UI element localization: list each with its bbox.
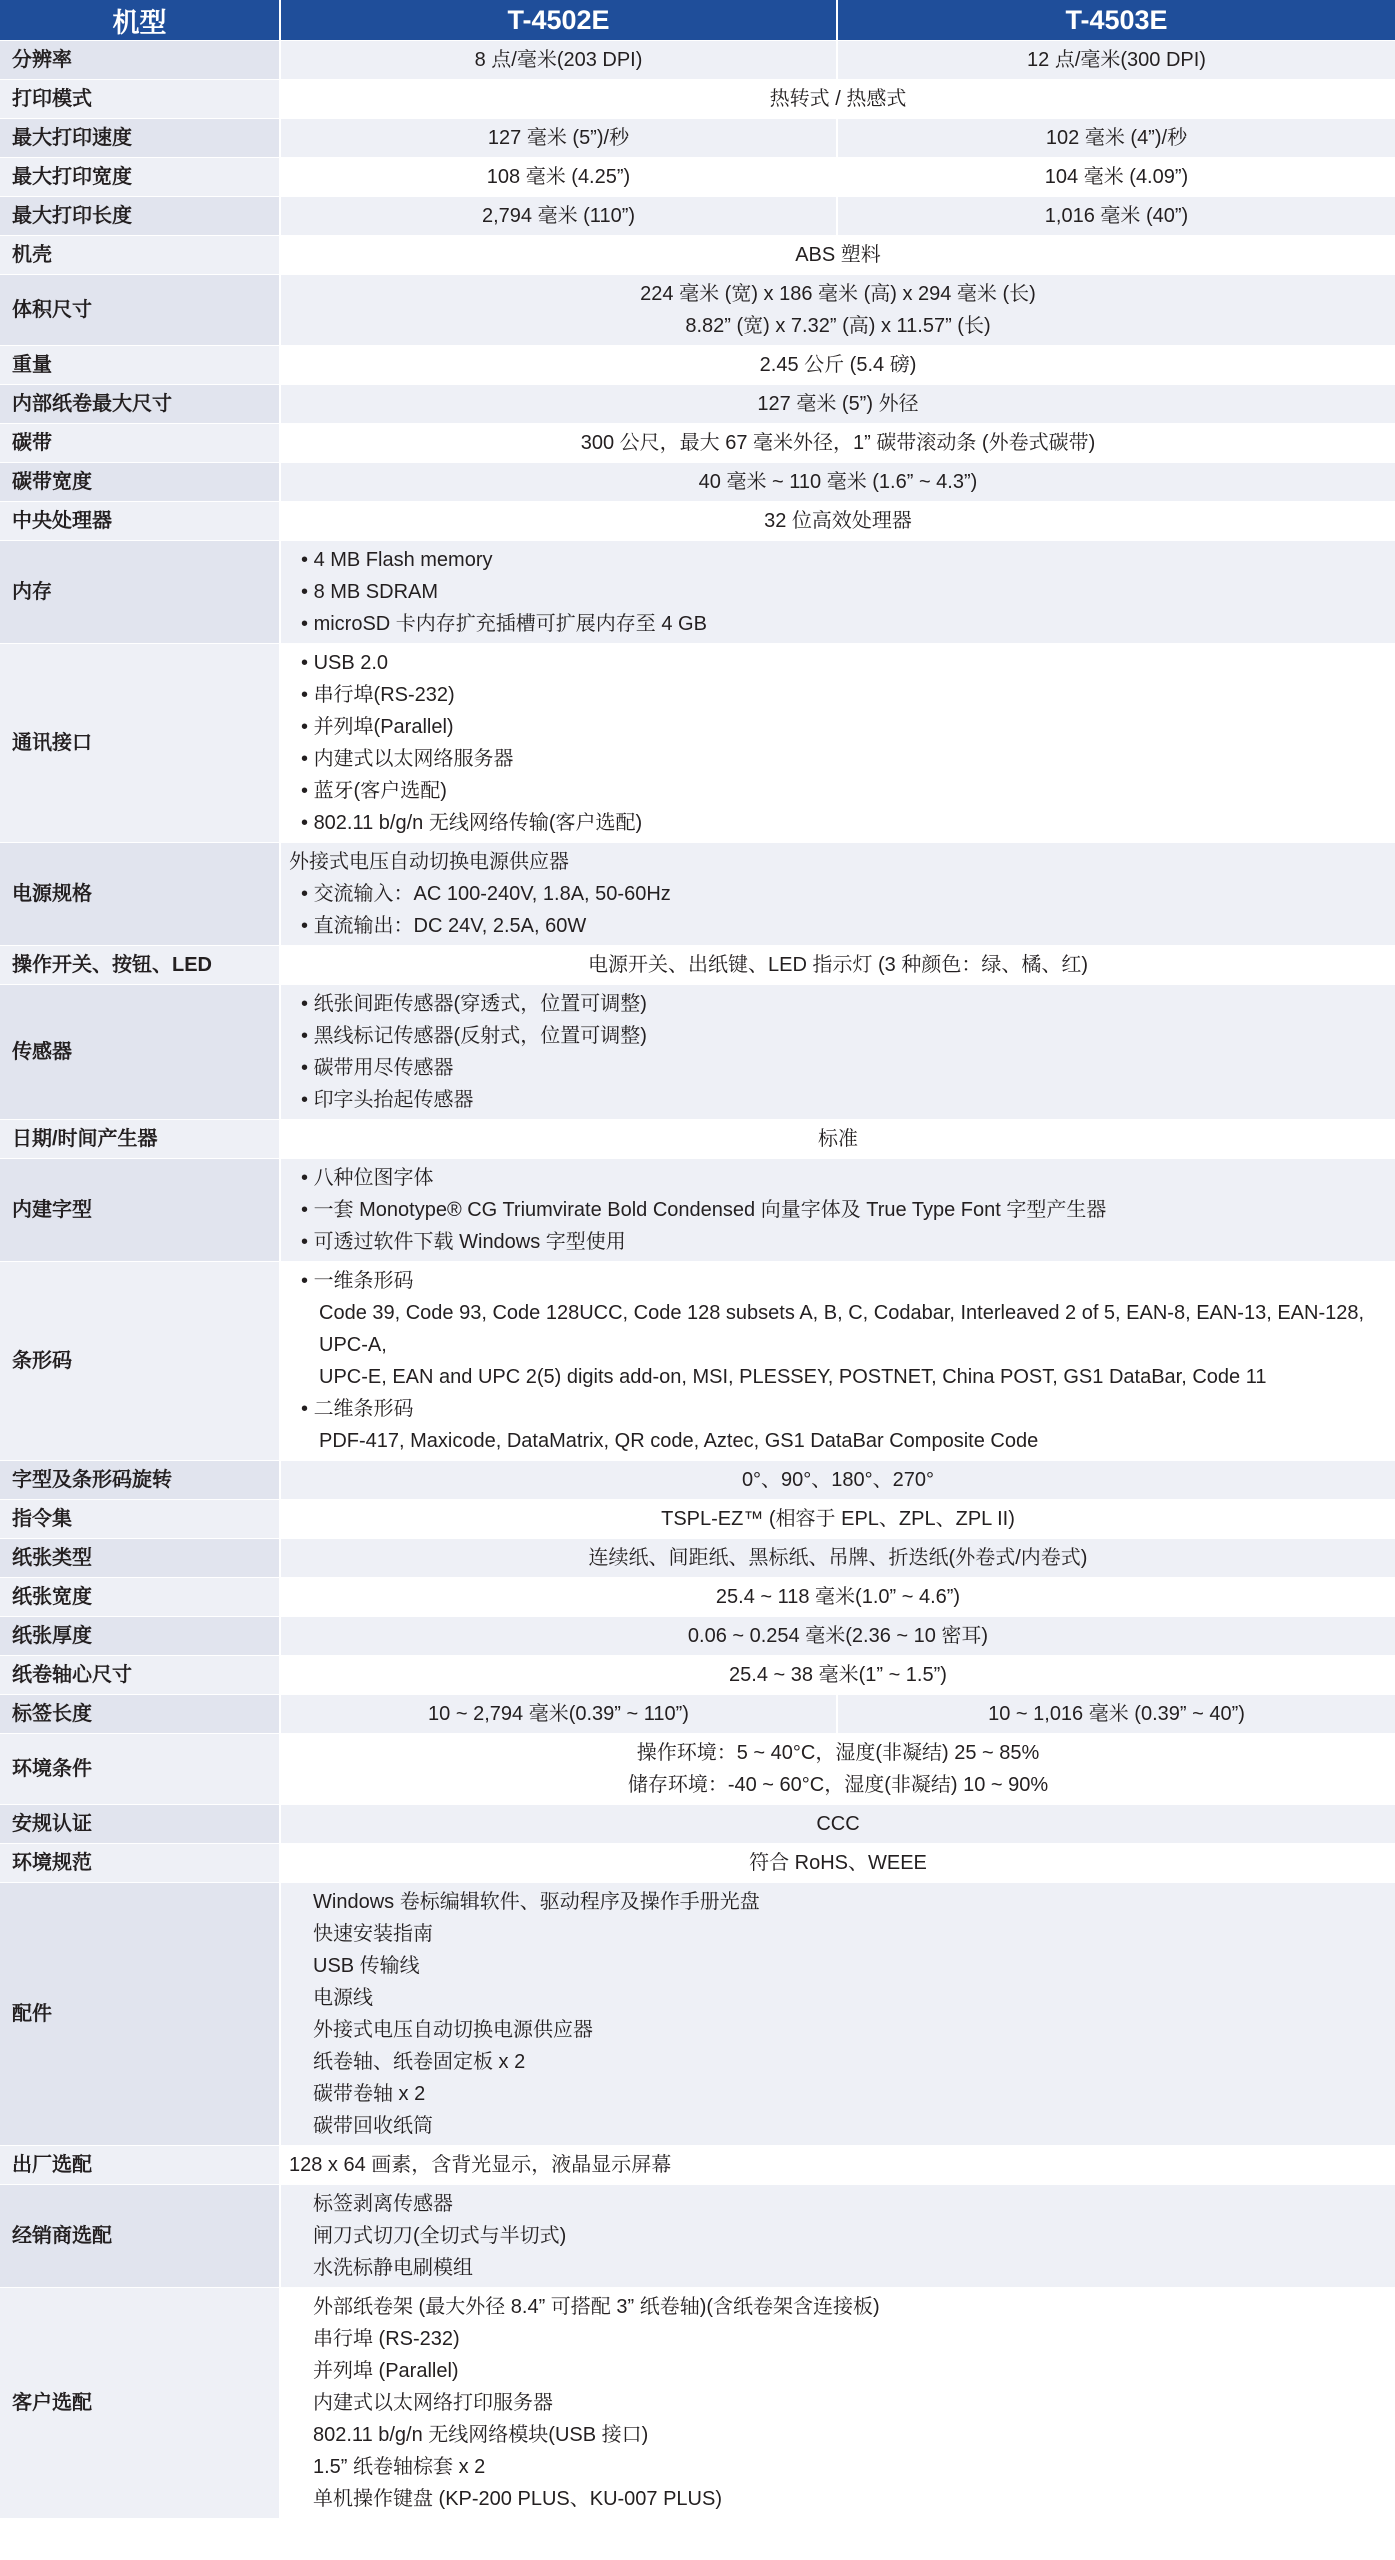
value-model-a: 10 ~ 2,794 毫米(0.39” ~ 110”) xyxy=(280,1695,837,1734)
spec-row-user-option xyxy=(0,2288,1395,2519)
header-label-col: 机型 xyxy=(0,0,280,41)
spec-row-media-type xyxy=(0,1539,1395,1578)
bullet-item: • 可透过软件下载 Windows 字型使用 xyxy=(301,1226,1387,1258)
bullet-item: • 蓝牙(客户选配) xyxy=(301,775,1387,807)
value-cell xyxy=(280,1159,1395,1262)
value-cell xyxy=(280,1883,1395,2146)
plain-item: 串行埠 (RS-232) xyxy=(313,2328,460,2350)
spec-row-controls xyxy=(0,946,1395,985)
spec-row-label-length xyxy=(0,1695,1395,1734)
plain-item: 水洗标静电刷模组 xyxy=(313,2257,473,2279)
barcode-2d-line: PDF-417, Maxicode, DataMatrix, QR code, Aztec, GS1 DataBar Composite Code xyxy=(319,1430,1039,1452)
value-line: 224 毫米 (宽) x 186 毫米 (高) x 294 毫米 (长) xyxy=(640,283,1036,305)
value-line: 操作环境：5 ~ 40°C，湿度(非凝结) 25 ~ 85% xyxy=(636,1742,1040,1764)
spec-row-dealer-option xyxy=(0,2185,1395,2288)
value-cell: 符合 RoHS、WEEE xyxy=(280,1844,1395,1883)
bullet-item: • 一套 Monotype® CG Triumvirate Bold Condensed 向量字体及 True Type Font 字型产生器 xyxy=(301,1194,1387,1226)
header-model-b: T-4503E xyxy=(837,0,1395,41)
bullet-item: • 直流输出：DC 24V, 2.5A, 60W xyxy=(301,910,1387,942)
value-model-b: 12 点/毫米(300 DPI) xyxy=(837,41,1395,80)
row-label: 纸张宽度 xyxy=(0,1578,280,1617)
bullet-item: • 4 MB Flash memory xyxy=(301,544,1387,576)
spec-row-resolution xyxy=(0,41,1395,80)
barcode-2d xyxy=(301,1393,1387,1457)
row-label: 重量 xyxy=(0,346,280,385)
bullet-item: • USB 2.0 xyxy=(301,647,1387,679)
value-cell: 2.45 公斤 (5.4 磅) xyxy=(280,346,1395,385)
bullet-item: • 内建式以太网络服务器 xyxy=(301,743,1387,775)
plain-item: 外部纸卷架 (最大外径 8.4” 可搭配 3” 纸卷轴)(含纸卷架含连接板) xyxy=(313,2296,880,2318)
row-label: 纸张类型 xyxy=(0,1539,280,1578)
spec-row-core-diameter xyxy=(0,1656,1395,1695)
plain-item: 碳带回收纸筒 xyxy=(313,2115,433,2137)
value-model-a: 127 毫米 (5”)/秒 xyxy=(280,119,837,158)
row-label: 配件 xyxy=(0,1883,280,2146)
value-cell xyxy=(280,644,1395,843)
row-label: 机壳 xyxy=(0,236,280,275)
bullet-item: • microSD 卡内存扩充插槽可扩展内存至 4 GB xyxy=(301,608,1387,640)
spec-row-cpu xyxy=(0,502,1395,541)
value-cell xyxy=(280,985,1395,1120)
barcode-1d-line: Code 39, Code 93, Code 128UCC, Code 128 subsets A, B, C, Codabar, Interleaved 2 of 5, EAN-8, EAN-13, EAN-128, UPC-A, xyxy=(319,1302,1365,1356)
value-cell: 标准 xyxy=(280,1120,1395,1159)
value-cell: CCC xyxy=(280,1805,1395,1844)
bullet-item: • 八种位图字体 xyxy=(301,1162,1387,1194)
plain-item: 快速安装指南 xyxy=(313,1923,433,1945)
value-model-b: 102 毫米 (4”)/秒 xyxy=(837,119,1395,158)
bullet-item: • 802.11 b/g/n 无线网络传输(客户选配) xyxy=(301,807,1387,839)
value-line: 8.82” (宽) x 7.32” (高) x 11.57” (长) xyxy=(685,315,991,337)
spec-row-environmental xyxy=(0,1844,1395,1883)
value-cell: 热转式 / 热感式 xyxy=(280,80,1395,119)
plain-item: 单机操作键盘 (KP-200 PLUS、KU-007 PLUS) xyxy=(313,2488,723,2510)
spec-row-rotation xyxy=(0,1461,1395,1500)
value-cell xyxy=(280,275,1395,346)
bullet-item: • 印字头抬起传感器 xyxy=(301,1084,1387,1116)
value-cell: 127 毫米 (5”) 外径 xyxy=(280,385,1395,424)
spec-row-ribbon-width xyxy=(0,463,1395,502)
bullet-list xyxy=(289,1162,1387,1258)
plain-item: Windows 卷标编辑软件、驱动程序及操作手册光盘 xyxy=(313,1891,760,1913)
value-line: 储存环境：-40 ~ 60°C，湿度(非凝结) 10 ~ 90% xyxy=(627,1774,1049,1796)
bullet-item: • 纸张间距传感器(穿透式，位置可调整) xyxy=(301,988,1387,1020)
row-label: 体积尺寸 xyxy=(0,275,280,346)
value-cell xyxy=(280,2185,1395,2288)
spec-row-print-mode xyxy=(0,80,1395,119)
table-header xyxy=(0,0,1395,41)
value-cell xyxy=(280,541,1395,644)
row-label: 环境条件 xyxy=(0,1734,280,1805)
barcode-1d-title: 一维条形码 xyxy=(313,1270,414,1292)
spec-row-accessories xyxy=(0,1883,1395,2146)
spec-row-ribbon xyxy=(0,424,1395,463)
value-model-a: 2,794 毫米 (110”) xyxy=(280,197,837,236)
row-label: 打印模式 xyxy=(0,80,280,119)
value-cell xyxy=(280,2288,1395,2519)
row-label: 传感器 xyxy=(0,985,280,1120)
spec-row-factory-option xyxy=(0,2146,1395,2185)
barcode-1d-line: UPC-E, EAN and UPC 2(5) digits add-on, MSI, PLESSEY, POSTNET, China POST, GS1 DataBar, Code 11 xyxy=(319,1366,1267,1388)
spec-row-barcodes xyxy=(0,1262,1395,1461)
plain-item: 802.11 b/g/n 无线网络模块(USB 接口) xyxy=(313,2424,649,2446)
row-label: 最大打印长度 xyxy=(0,197,280,236)
spec-row-memory xyxy=(0,541,1395,644)
row-label: 最大打印速度 xyxy=(0,119,280,158)
spec-row-interface xyxy=(0,644,1395,843)
row-label: 纸卷轴心尺寸 xyxy=(0,1656,280,1695)
spec-row-rtc xyxy=(0,1120,1395,1159)
spec-row-fonts xyxy=(0,1159,1395,1262)
row-label: 指令集 xyxy=(0,1500,280,1539)
row-label: 标签长度 xyxy=(0,1695,280,1734)
value-intro: 外接式电压自动切换电源供应器 xyxy=(289,851,569,873)
plain-item: 纸卷轴、纸卷固定板 x 2 xyxy=(313,2051,526,2073)
spec-row-weight xyxy=(0,346,1395,385)
spec-row-media-thickness xyxy=(0,1617,1395,1656)
value-cell: ABS 塑料 xyxy=(280,236,1395,275)
row-label: 环境规范 xyxy=(0,1844,280,1883)
value-cell xyxy=(280,843,1395,946)
bullet-list xyxy=(289,544,1387,640)
spec-row-safety xyxy=(0,1805,1395,1844)
value-cell xyxy=(280,1262,1395,1461)
value-model-b: 10 ~ 1,016 毫米 (0.39” ~ 40”) xyxy=(837,1695,1395,1734)
value-cell: 连续纸、间距纸、黑标纸、吊牌、折迭纸(外卷式/内卷式) xyxy=(280,1539,1395,1578)
value-cell: 300 公尺，最大 67 毫米外径，1” 碳带滚动条 (外卷式碳带) xyxy=(280,424,1395,463)
bullet-list xyxy=(289,878,1387,942)
row-label: 电源规格 xyxy=(0,843,280,946)
spec-row-sensors xyxy=(0,985,1395,1120)
value-model-b: 104 毫米 (4.09”) xyxy=(837,158,1395,197)
barcode-list xyxy=(289,1265,1387,1457)
row-label: 经销商选配 xyxy=(0,2185,280,2288)
value-model-b: 1,016 毫米 (40”) xyxy=(837,197,1395,236)
plain-item: 电源线 xyxy=(313,1987,373,2009)
value-cell: 32 位高效处理器 xyxy=(280,502,1395,541)
plain-list xyxy=(289,2188,1387,2284)
bullet-list xyxy=(289,988,1387,1116)
row-label: 操作开关、按钮、LED xyxy=(0,946,280,985)
row-label: 通讯接口 xyxy=(0,644,280,843)
value-cell: 电源开关、出纸键、LED 指示灯 (3 种颜色：绿、橘、红) xyxy=(280,946,1395,985)
value-cell: 0.06 ~ 0.254 毫米(2.36 ~ 10 密耳) xyxy=(280,1617,1395,1656)
plain-list xyxy=(289,1886,1387,2142)
plain-item: 1.5” 纸卷轴棕套 x 2 xyxy=(313,2456,486,2478)
spec-row-dimensions xyxy=(0,275,1395,346)
plain-item: 外接式电压自动切换电源供应器 xyxy=(313,2019,593,2041)
row-label: 条形码 xyxy=(0,1262,280,1461)
row-label: 日期/时间产生器 xyxy=(0,1120,280,1159)
bullet-item: • 串行埠(RS-232) xyxy=(301,679,1387,711)
spec-row-power xyxy=(0,843,1395,946)
plain-item: 闸刀式切刀(全切式与半切式) xyxy=(313,2225,567,2247)
bullet-item: • 碳带用尽传感器 xyxy=(301,1052,1387,1084)
row-label: 最大打印宽度 xyxy=(0,158,280,197)
row-label: 字型及条形码旋转 xyxy=(0,1461,280,1500)
spec-row-paper-roll-max xyxy=(0,385,1395,424)
row-label: 安规认证 xyxy=(0,1805,280,1844)
spec-row-max-print-width xyxy=(0,158,1395,197)
row-label: 客户选配 xyxy=(0,2288,280,2519)
value-cell: 25.4 ~ 118 毫米(1.0” ~ 4.6”) xyxy=(280,1578,1395,1617)
row-label: 内建字型 xyxy=(0,1159,280,1262)
spec-row-max-print-length xyxy=(0,197,1395,236)
value-cell: 40 毫米 ~ 110 毫米 (1.6” ~ 4.3”) xyxy=(280,463,1395,502)
row-label: 出厂选配 xyxy=(0,2146,280,2185)
header-model-a: T-4502E xyxy=(280,0,837,41)
spec-row-max-print-speed xyxy=(0,119,1395,158)
bullet-item: • 并列埠(Parallel) xyxy=(301,711,1387,743)
value-cell xyxy=(280,1734,1395,1805)
spec-row-environment xyxy=(0,1734,1395,1805)
bullet-item: • 8 MB SDRAM xyxy=(301,576,1387,608)
value-cell: 25.4 ~ 38 毫米(1” ~ 1.5”) xyxy=(280,1656,1395,1695)
value-cell: 0°、90°、180°、270° xyxy=(280,1461,1395,1500)
plain-item: 内建式以太网络打印服务器 xyxy=(313,2392,553,2414)
row-label: 纸张厚度 xyxy=(0,1617,280,1656)
bullet-item: • 黑线标记传感器(反射式，位置可调整) xyxy=(301,1020,1387,1052)
plain-item: 碳带卷轴 x 2 xyxy=(313,2083,426,2105)
plain-item: USB 传输线 xyxy=(313,1955,420,1977)
barcode-2d-title: 二维条形码 xyxy=(313,1398,414,1420)
row-label: 内部纸卷最大尺寸 xyxy=(0,385,280,424)
table-body xyxy=(0,41,1395,2519)
spec-row-enclosure xyxy=(0,236,1395,275)
row-label: 碳带 xyxy=(0,424,280,463)
row-label: 内存 xyxy=(0,541,280,644)
spec-row-command-set xyxy=(0,1500,1395,1539)
value-model-a: 108 毫米 (4.25”) xyxy=(280,158,837,197)
bullet-item: • 交流输入：AC 100-240V, 1.8A, 50-60Hz xyxy=(301,878,1387,910)
spec-row-media-width xyxy=(0,1578,1395,1617)
value-cell: TSPL-EZ™ (相容于 EPL、ZPL、ZPL II) xyxy=(280,1500,1395,1539)
row-label: 分辨率 xyxy=(0,41,280,80)
plain-item: 并列埠 (Parallel) xyxy=(313,2360,459,2382)
barcode-1d xyxy=(301,1265,1387,1393)
value-model-a: 8 点/毫米(203 DPI) xyxy=(280,41,837,80)
bullet-list xyxy=(289,647,1387,839)
row-label: 中央处理器 xyxy=(0,502,280,541)
plain-item: 标签剥离传感器 xyxy=(313,2193,453,2215)
value-cell: 128 x 64 画素，含背光显示，液晶显示屏幕 xyxy=(280,2146,1395,2185)
row-label: 碳带宽度 xyxy=(0,463,280,502)
plain-list xyxy=(289,2291,1387,2515)
